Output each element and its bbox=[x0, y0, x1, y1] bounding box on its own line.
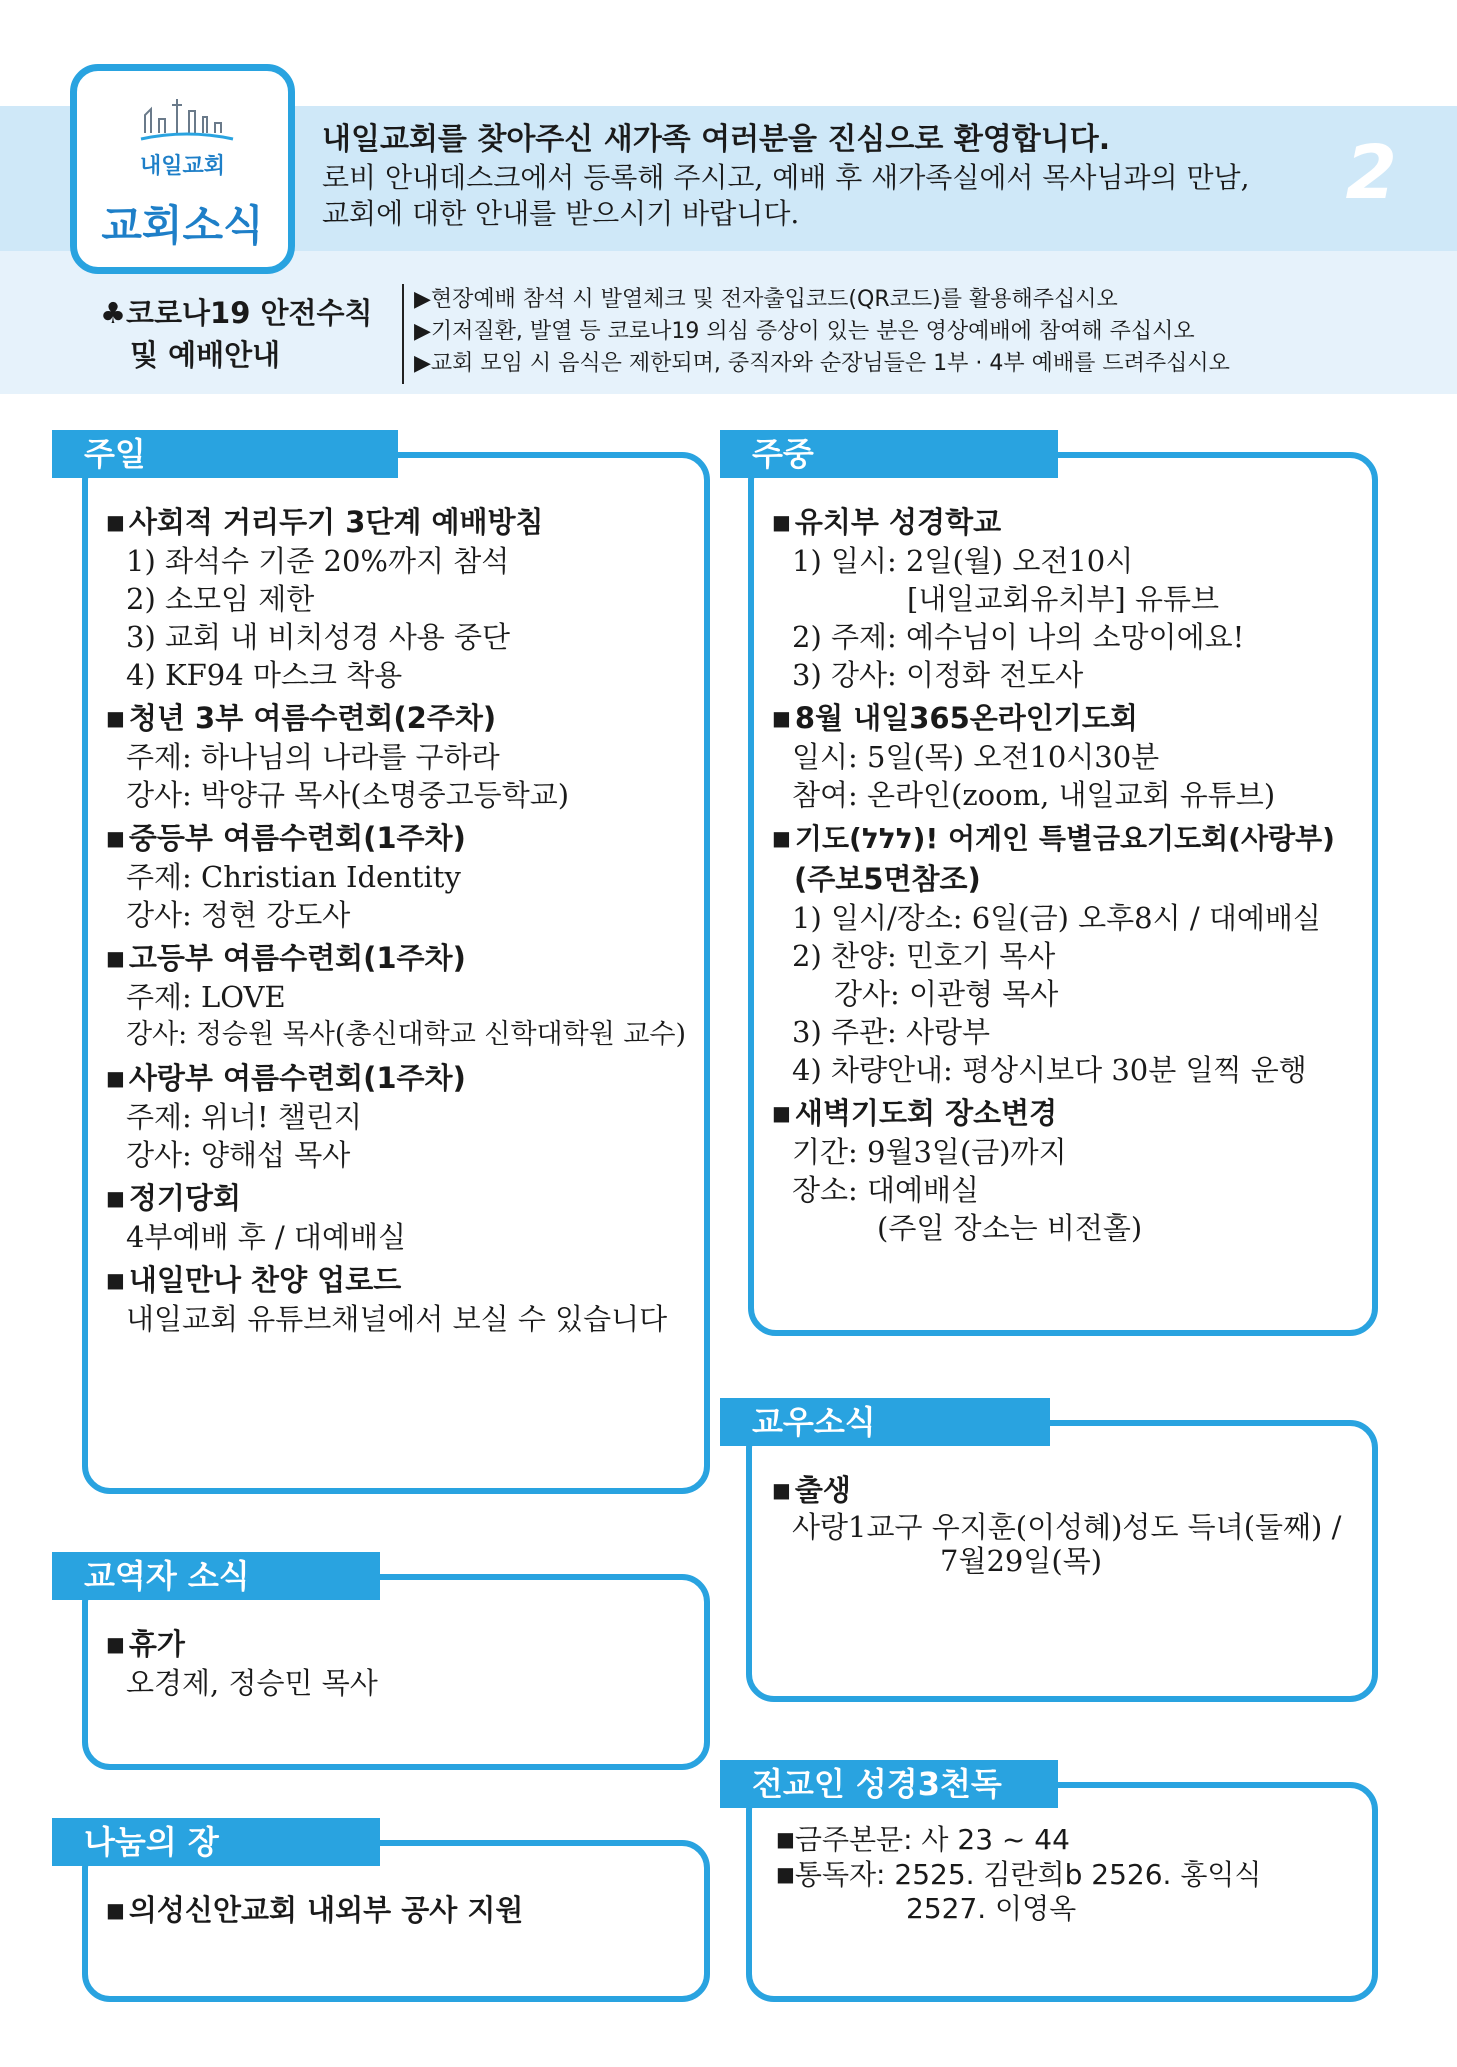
item-line: 1) 좌석수 기준 20%까지 참석 bbox=[126, 544, 510, 578]
logo-name: 내일교회 bbox=[139, 154, 225, 179]
bible-text: 금주본문: 사 23 ~ 44 bbox=[794, 1823, 1070, 1856]
bullet-square-icon: ■ bbox=[106, 1898, 125, 1922]
bullet-square-icon: ■ bbox=[106, 826, 125, 850]
item-line: 2) 소모임 제한 bbox=[126, 582, 315, 616]
ministers-content bbox=[106, 1620, 706, 1702]
bullet-square-icon: ■ bbox=[106, 1632, 125, 1656]
item-line: 사랑1교구 우지훈(이성혜)성도 득녀(둘째) / bbox=[792, 1510, 1342, 1544]
item-line: 3) 교회 내 비치성경 사용 중단 bbox=[126, 620, 511, 654]
item-line: 7월29일(목) bbox=[940, 1544, 1103, 1578]
item-title-text: 사회적 거리두기 3단계 예배방침 bbox=[128, 505, 544, 539]
item-title-text: 중등부 여름수련회(1주차) bbox=[128, 821, 466, 855]
bullet-square-icon: ■ bbox=[106, 1268, 125, 1292]
bible-content bbox=[776, 1822, 1376, 1926]
item-line: 강사: 이관형 목사 bbox=[834, 977, 1059, 1011]
item-title-text: 기도(ללל)! 어게인 특별금요기도회(사랑부) bbox=[794, 822, 1335, 855]
bullet-square-icon: ■ bbox=[772, 706, 791, 730]
page-number: 2 bbox=[1345, 130, 1397, 216]
item-line: 주제: 위너! 챌린지 bbox=[126, 1100, 362, 1134]
item-line: 주제: Christian Identity bbox=[126, 860, 461, 894]
item-title-text: 고등부 여름수련회(1주차) bbox=[128, 941, 466, 975]
welcome-line-3: 교회에 대한 안내를 받으시기 바랍니다. bbox=[322, 197, 800, 230]
bullet-square-icon: ■ bbox=[106, 1186, 125, 1210]
covid-divider bbox=[402, 284, 404, 384]
item-title-text: 출생 bbox=[794, 1473, 851, 1507]
weekday-tab: 주중 bbox=[720, 430, 1058, 478]
weekday-item-title bbox=[772, 1093, 1372, 1133]
bible-text: 통독자: 2525. 김란희b 2526. 홍익식 bbox=[794, 1858, 1262, 1891]
sharing-item-title bbox=[106, 1890, 706, 1930]
members-item-title bbox=[772, 1470, 1372, 1510]
item-line: 주제: 하나님의 나라를 구하라 bbox=[126, 740, 500, 774]
sunday-item-title bbox=[106, 1178, 706, 1218]
bullet-square-icon: ■ bbox=[772, 1478, 791, 1502]
item-title-text: 내일만나 찬양 업로드 bbox=[128, 1263, 402, 1297]
item-line: 4) 차량안내: 평상시보다 30분 일찍 운행 bbox=[792, 1053, 1307, 1087]
bible-text: 2527. 이영옥 bbox=[906, 1892, 1077, 1925]
covid-item: ▶기저질환, 발열 등 코로나19 의심 증상이 있는 분은 영상예배에 참여해 주십시오 bbox=[414, 319, 1195, 344]
item-title-text: 정기당회 bbox=[128, 1181, 241, 1215]
item-line: 1) 일시: 2일(월) 오전10시 bbox=[792, 544, 1134, 578]
item-line: 강사: 정현 강도사 bbox=[126, 898, 351, 932]
welcome-line-1: 내일교회를 찾아주신 새가족 여러분을 진심으로 환영합니다. bbox=[322, 122, 1111, 157]
bullet-square-icon: ■ bbox=[776, 1862, 795, 1886]
sunday-item-title bbox=[106, 818, 706, 858]
welcome-line-2: 로비 안내데스크에서 등록해 주시고, 예배 후 새가족실에서 목사님과의 만남, bbox=[322, 161, 1250, 194]
church-logo-icon bbox=[137, 93, 237, 149]
bullet-square-icon: ■ bbox=[776, 1827, 795, 1851]
item-title-text: 새벽기도회 장소변경 bbox=[794, 1096, 1058, 1130]
sunday-item-title bbox=[106, 1260, 706, 1300]
bullet-square-icon: ■ bbox=[106, 706, 125, 730]
item-line: 3) 강사: 이정화 전도사 bbox=[792, 658, 1084, 692]
covid-title-line-1: ♣코로나19 안전수칙 bbox=[100, 296, 373, 330]
weekday-item-title bbox=[772, 502, 1372, 542]
sunday-item-title bbox=[106, 502, 706, 542]
bible-line bbox=[776, 1857, 1376, 1892]
covid-item: ▶현장예배 참석 시 발열체크 및 전자출입코드(QR코드)를 활용해주십시오 bbox=[414, 287, 1118, 312]
covid-list bbox=[414, 284, 1414, 380]
item-line: 일시: 5일(목) 오전10시30분 bbox=[792, 740, 1160, 774]
covid-item: ▶교회 모임 시 음식은 제한되며, 중직자와 순장님들은 1부 · 4부 예배를 드려주십시오 bbox=[414, 351, 1230, 376]
covid-title bbox=[100, 292, 390, 376]
members-content bbox=[772, 1466, 1372, 1578]
bullet-square-icon: ■ bbox=[106, 1066, 125, 1090]
bullet-square-icon: ■ bbox=[106, 946, 125, 970]
item-line: 1) 일시/장소: 6일(금) 오후8시 / 대예배실 bbox=[792, 901, 1321, 935]
sunday-item-title bbox=[106, 938, 706, 978]
ministers-item-title bbox=[106, 1624, 706, 1664]
item-title-text: 사랑부 여름수련회(1주차) bbox=[128, 1061, 466, 1095]
item-line: 오경제, 정승민 목사 bbox=[126, 1666, 378, 1700]
bible-line bbox=[776, 1822, 1376, 1857]
item-line: 내일교회 유튜브채널에서 보실 수 있습니다 bbox=[126, 1302, 668, 1336]
bullet-square-icon: ■ bbox=[772, 1101, 791, 1125]
item-line: 강사: 박양규 목사(소명중고등학교) bbox=[126, 778, 570, 812]
item-line: 4부예배 후 / 대예배실 bbox=[126, 1220, 406, 1254]
ministers-tab: 교역자 소식 bbox=[52, 1552, 380, 1600]
item-title-text: 의성신안교회 내외부 공사 지원 bbox=[128, 1893, 524, 1927]
item-line: 주제: LOVE bbox=[126, 980, 286, 1014]
weekday-content bbox=[772, 498, 1372, 1247]
item-line: 장소: 대예배실 bbox=[792, 1173, 980, 1207]
item-title-text: 유치부 성경학교 bbox=[794, 505, 1002, 539]
weekday-item-title bbox=[772, 698, 1372, 738]
logo-box bbox=[70, 64, 295, 274]
item-line: [내일교회유치부] 유튜브 bbox=[907, 582, 1219, 616]
item-line: 참여: 온라인(zoom, 내일교회 유튜브) bbox=[792, 778, 1276, 812]
item-line: 4) KF94 마스크 착용 bbox=[126, 658, 403, 692]
sunday-item-title bbox=[106, 1058, 706, 1098]
item-title-text: 8월 내일365온라인기도회 bbox=[794, 701, 1138, 735]
item-line: (주일 장소는 비전홀) bbox=[877, 1211, 1143, 1245]
sharing-tab: 나눔의 장 bbox=[52, 1818, 380, 1866]
page-title: 교회소식 bbox=[101, 201, 264, 250]
welcome-message bbox=[322, 120, 1272, 232]
sunday-tab: 주일 bbox=[52, 430, 398, 478]
sunday-content bbox=[106, 498, 706, 1338]
sunday-item-title bbox=[106, 698, 706, 738]
item-line: 2) 주제: 예수님이 나의 소망이에요! bbox=[792, 620, 1245, 654]
item-line: 기간: 9월3일(금)까지 bbox=[792, 1135, 1067, 1169]
weekday-item-title bbox=[772, 818, 1372, 859]
item-line: 강사: 양해섭 목사 bbox=[126, 1138, 351, 1172]
bullet-square-icon: ■ bbox=[106, 510, 125, 534]
item-title-text: (주보5면참조) bbox=[794, 862, 981, 896]
item-title-text: 청년 3부 여름수련회(2주차) bbox=[128, 701, 497, 735]
item-title-text: 휴가 bbox=[128, 1627, 185, 1661]
item-line: 2) 찬양: 민호기 목사 bbox=[792, 939, 1056, 973]
covid-title-line-2: 및 예배안내 bbox=[130, 338, 281, 372]
sharing-content bbox=[106, 1886, 706, 1930]
item-line: 3) 주관: 사랑부 bbox=[792, 1015, 991, 1049]
item-line: 강사: 정승원 목사(총신대학교 신학대학원 교수) bbox=[126, 1019, 687, 1050]
members-tab: 교우소식 bbox=[720, 1398, 1050, 1446]
bullet-square-icon: ■ bbox=[772, 510, 791, 534]
bible-tab: 전교인 성경3천독 bbox=[720, 1760, 1058, 1808]
bullet-square-icon: ■ bbox=[772, 826, 791, 850]
